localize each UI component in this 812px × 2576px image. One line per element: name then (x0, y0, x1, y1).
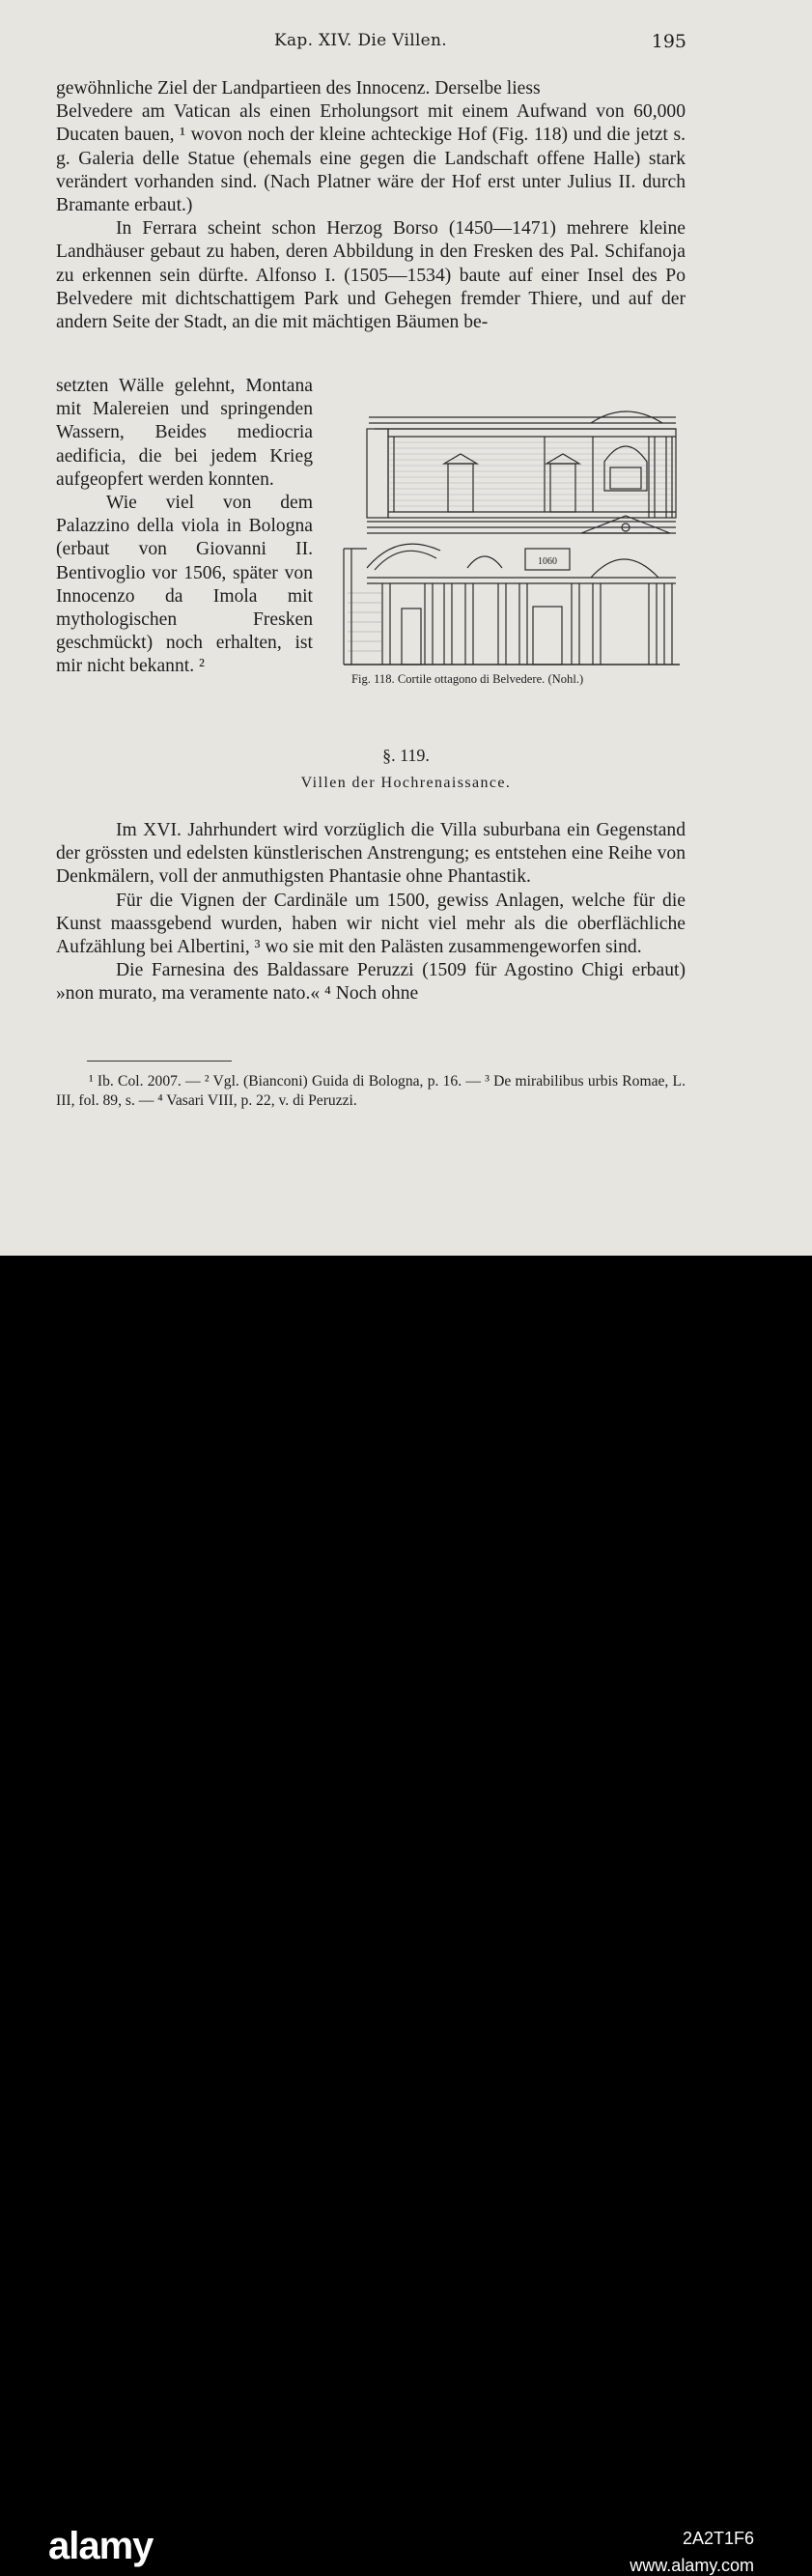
paragraph-line-1: gewöhnliche Ziel der Landpartieen des Innocenz. Derselbe liess (56, 78, 541, 99)
footnotes (56, 1072, 686, 1111)
stock-url: www.alamy.com (630, 2556, 754, 2575)
paragraph-belvedere: Belvedere am Vatican als einen Erholungsort mit einem Aufwand von 60,000 Ducaten bauen, ¹ wovon noch der kleine achteckige Hof (Fig. 118) und die jetzt s. g. Galeria delle Statue (ehemals eine gegen die Landschaft offene Halle) stark verändert vorhanden sind. (Nach Platner wäre der Hof erst unter Julius II. durch Bramante erbaut.) (56, 101, 686, 216)
paragraph-villa-suburbana: Im XVI. Jahrhundert wird vorzüglich die Villa suburbana ein Gegenstand der grössten und edelsten künstlerischen Anstrengung; es entstehen eine Reihe von Denkmälern, voll der anmuthigsten Phantasie ohne Phantastik. (56, 820, 686, 888)
paragraph-montana: setzten Wälle gelehnt, Montana mit Malereien und springenden Wassern, Beides mediocria aedificia, die bei jedem Krieg aufgeopfert werden konnten. (56, 376, 313, 490)
section-number: §. 119. (382, 746, 430, 765)
page-header (0, 31, 812, 58)
body-text-top (56, 77, 686, 334)
stock-image-id: 2A2T1F6 (682, 2529, 754, 2548)
paragraph-palazzino: Wie viel von dem Palazzino della viola in Bologna (erbaut von Giovanni II. Bentivoglio vor 1506, später von Innocenzo da Imola mit mythologischen Fresken geschmückt) noch erhalten, ist mir nicht bekannt. ² (56, 493, 313, 677)
figure-inscription: 1060 (538, 556, 557, 567)
book-page (0, 0, 812, 1256)
footnote-rule (87, 1061, 232, 1062)
page-number: 195 (651, 31, 686, 52)
figure-engraving (340, 404, 680, 666)
running-title: Kap. XIV. Die Villen. (274, 31, 447, 50)
stock-watermark-bar (0, 1256, 812, 2575)
wrapped-text-column (56, 375, 313, 679)
paragraph-ferrara: In Ferrara scheint schon Herzog Borso (1450—1471) mehrere kleine Landhäuser gebaut zu haben, deren Abbildung in den Fresken des Pal. Schifanoja zu erkennen sein dürfte. Alfonso I. (1505—1534) baute auf einer Insel des Po Belvedere mit dichtschattigem Park und Gehegen fremder Thiere, und auf der andern Seite der Stadt, an die mit mächtigen Bäumen be- (56, 218, 686, 333)
paragraph-vignen: Für die Vignen der Cardinäle um 1500, gewiss Anlagen, welche für die Kunst maassgebend wurden, haben wir nicht viel mehr als die oberflächliche Aufzählung bei Albertini, ³ wo sie mit den Palästen zusammengeworfen sind. (56, 890, 686, 958)
body-text-bottom (56, 819, 686, 1006)
stock-logo: alamy (48, 2525, 154, 2567)
figure-caption: Fig. 118. Cortile ottagono di Belvedere. (Nohl.) (351, 672, 584, 686)
section-title: Villen der Hochrenaissance. (300, 775, 512, 791)
paragraph-farnesina: Die Farnesina des Baldassare Peruzzi (1509 für Agostino Chigi erbaut) »non murato, ma veramente nato.« ⁴ Noch ohne (56, 960, 686, 1005)
cortile-engraving-image (340, 404, 680, 666)
footnote-text: ¹ Ib. Col. 2007. — ² Vgl. (Bianconi) Guida di Bologna, p. 16. — ³ De mirabilibus urbis Romae, L. III, fol. 89, s. — ⁴ Vasari VIII, p. 22, v. di Peruzzi. (56, 1073, 686, 1109)
